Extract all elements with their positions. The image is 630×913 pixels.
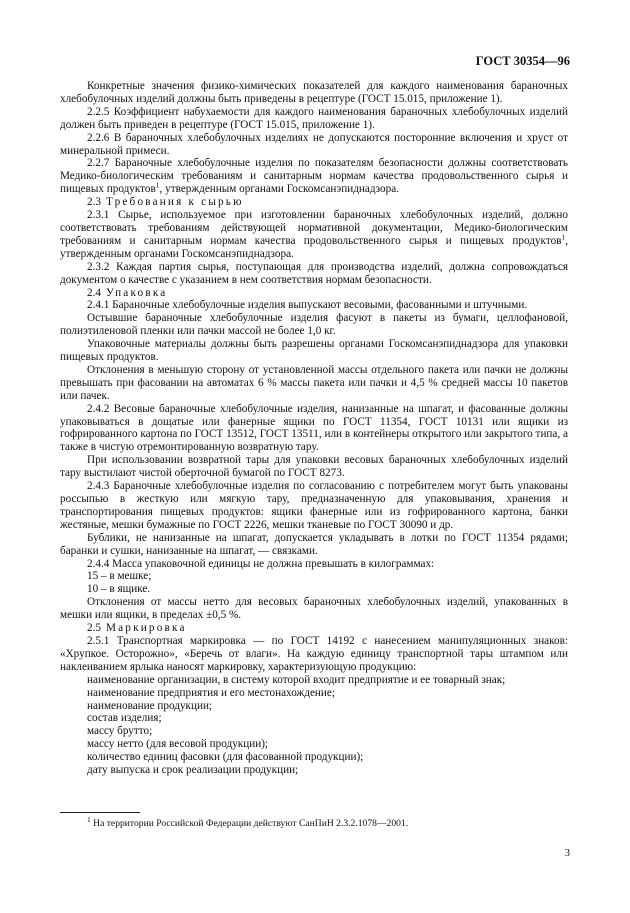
page-number: 3	[564, 848, 570, 859]
paragraph	[60, 132, 568, 158]
section-number: 2.5	[87, 622, 101, 635]
paragraph	[60, 725, 568, 738]
paragraph-text: наименование организации, в систему которой входит предприятие и ее товарный знак;	[87, 673, 506, 686]
paragraph	[60, 738, 568, 751]
section-title: Маркировка	[105, 622, 187, 635]
paragraph-text: 15 – в мешке;	[87, 570, 152, 583]
section-heading	[60, 622, 568, 635]
paragraph	[60, 532, 568, 558]
paragraph-text: состав изделия;	[87, 712, 162, 725]
paragraph	[60, 596, 568, 622]
paragraph-text: 2.3.2 Каждая партия сырья, поступающая для производства изделий, должна сопровождаться документом о качестве с указанием в нем соответствия нормам безопасности.	[60, 260, 568, 286]
paragraph	[60, 338, 568, 364]
paragraph-text: 10 – в ящике.	[87, 583, 151, 596]
paragraph-text: Конкретные значения физико-химических показателей для каждого наименования бараночных хлебобулочных изделий должны быть приведены в рецептуре (ГОСТ 15.015, приложение 1).	[60, 80, 568, 105]
section-title: Упаковка	[105, 286, 168, 299]
paragraph	[60, 764, 568, 777]
paragraph-text: количество единиц фасовки (для фасованной продукции);	[87, 751, 364, 764]
paragraph	[60, 299, 568, 312]
paragraph	[60, 751, 568, 764]
paragraph	[60, 635, 568, 674]
paragraph-text: Упаковочные материалы должны быть разрешены органами Госкомсанэпиднадзора для упаковки пищевых продуктов.	[60, 338, 568, 364]
paragraph-text: 2.2.6 В бараночных хлебобулочных изделиях не допускаются посторонние включения и хруст от минеральной примеси.	[60, 131, 568, 157]
paragraph-text: массу брутто;	[87, 725, 153, 738]
paragraph-text: 2.2.5 Коэффициент набухаемости для каждого наименования бараночных хлебобулочных изделий должен быть приведен в рецептуре (ГОСТ 15.015, приложение 1).	[60, 105, 568, 131]
paragraph	[60, 687, 568, 700]
paragraph-text: наименование продукции;	[87, 699, 213, 712]
paragraph-text: 2.4.2 Весовые бараночные хлебобулочные изделия, нанизанные на шпагат, и фасованные должны упаковываться в дощатые или фанерные ящики по ГОСТ 11354, ГОСТ 10131 или ящики из гофрированного картона по ГОСТ 13512, ГОСТ 13511, или в контейнеры открытого или закрытого типа, а также в чистую отремонтированную возвратную тару.	[60, 402, 568, 454]
paragraph	[60, 558, 568, 571]
paragraph	[60, 454, 568, 480]
document-body	[60, 80, 568, 777]
section-number: 2.3	[87, 196, 101, 209]
paragraph-text: 2.3.1 Сырье, используемое при изготовлении бараночных хлебобулочных изделий, должно соответствовать требованиям действующей нормативной документации, Медико-биологическим требованиям и санитарным нормам качества продовольственного сырья и пищевых продуктов	[60, 209, 568, 247]
paragraph	[60, 80, 568, 106]
paragraph	[60, 583, 568, 596]
section-number: 2.4	[87, 286, 101, 299]
paragraph	[60, 157, 568, 196]
paragraph-text: Бублики, не нанизанные на шпагат, допускается укладывать в лотки по ГОСТ 11354 рядами; баранки и сушки, нанизанные на шпагат, — связками.	[60, 531, 568, 557]
paragraph-text-tail: , утвержденным органами Госкомсанэпиднадзора.	[159, 183, 399, 196]
paragraph	[60, 712, 568, 725]
paragraph-text: Остывшие бараночные хлебобулочные изделия фасуют в пакеты из бумаги, целлофановой, полиэтиленовой пленки или пачки массой не более 1,0 кг.	[60, 312, 568, 338]
paragraph	[60, 364, 568, 403]
section-title: Требования к сырью	[105, 196, 244, 209]
paragraph	[60, 480, 568, 532]
paragraph	[60, 700, 568, 713]
footnote	[60, 814, 568, 830]
paragraph	[60, 674, 568, 687]
paragraph	[60, 312, 568, 338]
paragraph-text: При использовании возвратной тары для упаковки весовых бараночных хлебобулочных изделий тару выстилают чистой оберточной бумагой по ГОСТ 8273.	[60, 454, 568, 480]
footnote-ref: 1	[561, 232, 566, 242]
paragraph-text: Отклонения в меньшую сторону от установленной массы отдельного пакета или пачки не должны превышать при фасовании на автоматах 6 % массы пакета или пачки и 4,5 % средней массы 10 пакетов или пачек.	[60, 363, 568, 402]
paragraph	[60, 209, 568, 261]
paragraph-text-tail: , утвержденным органами Госкомсанэпиднадзора.	[60, 234, 568, 260]
paragraph-text: 2.4.3 Бараночные хлебобулочные изделия по согласованию с потребителем могут быть упакованы россыпью в жесткую или мягкую тару, предназначенную для упаковывания, хранения и транспортирования пищевых продуктов: ящики фанерные или из гофрированного картона, банки жестяные, мешки бумажные по ГОСТ 2226, мешки тканевые по ГОСТ 30090 и др.	[60, 480, 568, 531]
footnote-text: На территории Российской Федерации действуют СанПиН 2.3.2.1078—2001.	[93, 818, 409, 829]
document-header: ГОСТ 30354—96	[475, 54, 570, 68]
paragraph-text: 2.5.1 Транспортная маркировка — по ГОСТ 14192 с нанесением манипуляционных знаков: «Хрупкое. Осторожно», «Беречь от влаги». На каждую единицу транспортной тары штампом или наклеиванием ярлыка наносят маркировку, характеризующую продукцию:	[60, 634, 568, 673]
paragraph-text: Отклонения от массы нетто для весовых бараночных хлебобулочных изделий, упакованных в мешки или ящики, в пределах ±0,5 %.	[60, 596, 568, 622]
section-heading	[60, 196, 568, 209]
paragraph-text: 2.2.7 Бараночные хлебобулочные изделия по показателям безопасности должны соответствовать Медико-биологическим требованиям и санитарным нормам качества продовольственного сырья и пищевых продуктов	[60, 157, 568, 196]
footnote-ref: 1	[155, 180, 160, 190]
paragraph	[60, 261, 568, 287]
paragraph	[60, 403, 568, 455]
paragraph-text: наименование предприятия и его местонахождение;	[87, 686, 335, 699]
section-heading	[60, 287, 568, 300]
footnote-separator	[60, 812, 140, 813]
paragraph-text: массу нетто (для весовой продукции);	[87, 738, 269, 751]
paragraph-text: 2.4.1 Бараночные хлебобулочные изделия выпускают весовыми, фасованными и штучными.	[87, 299, 528, 312]
paragraph	[60, 106, 568, 132]
footnote-mark: 1	[87, 814, 91, 824]
paragraph-text: 2.4.4 Масса упаковочной единицы не должна превышать в килограммах:	[87, 557, 435, 570]
paragraph-text: дату выпуска и срок реализации продукции;	[87, 764, 299, 777]
paragraph	[60, 570, 568, 583]
